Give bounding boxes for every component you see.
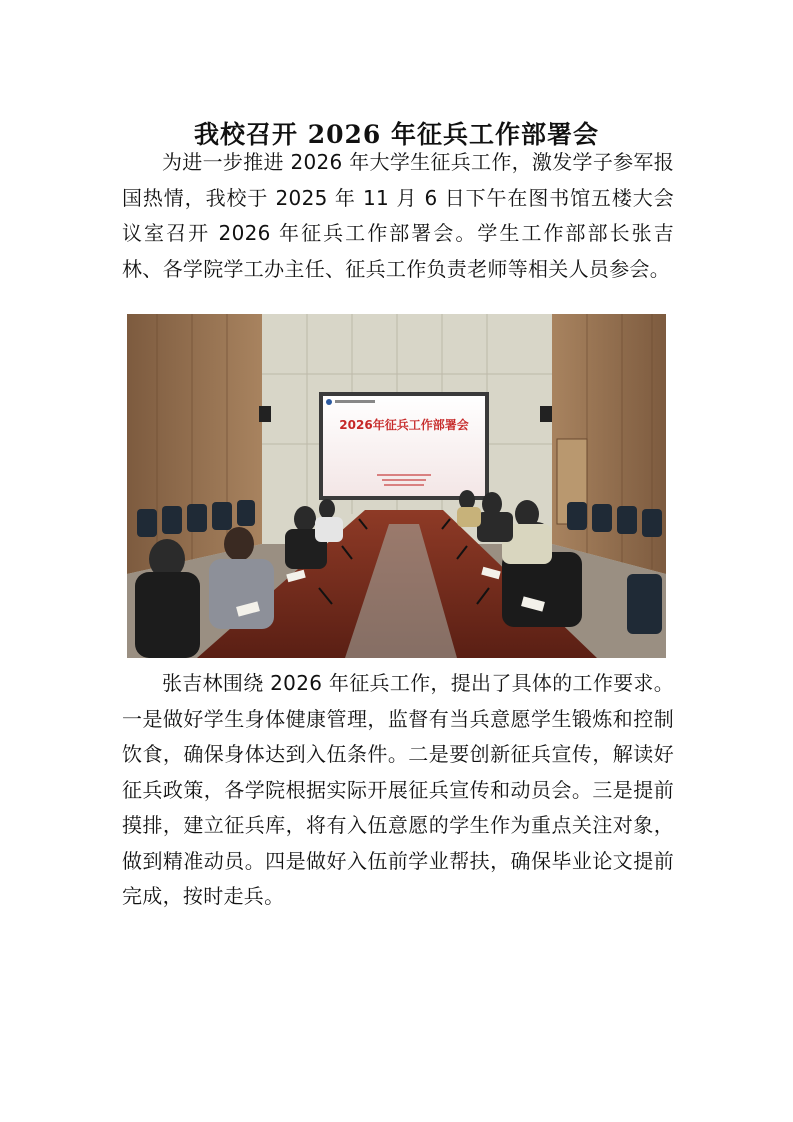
article-paragraph (122, 145, 674, 287)
article-paragraph (122, 666, 674, 915)
paragraph-text: 为进一步推进 2026 年大学生征兵工作，激发学子参军报国热情，我校于 2025 年 11 月 6 日下午在图书馆五楼大会议室召开 2026 年征兵工作部署会。学生工作部部长张吉林、各学院学工办主任、征兵工作负责老师等相关人员参会。 (122, 150, 675, 281)
screen-title: 2026年征兵工作部署会 (339, 418, 469, 432)
paragraph-text: 张吉林围绕 2026 年征兵工作，提出了具体的工作要求。一是做好学生身体健康管理，监督有当兵意愿学生锻炼和控制饮食，确保身体达到入伍条件。二是要创新征兵宣传，解读好征兵政策，各学院根据实际开展征兵宣传和动员会。三是提前摸排，建立征兵库，将有入伍意愿的学生作为重点关注对象，做到精准动员。四是做好入伍前学业帮扶，确保毕业论文提前完成，按时走兵。 (122, 671, 675, 908)
meeting-photo (127, 314, 666, 658)
page-title: 我校召开 2026 年征兵工作部署会 (194, 119, 599, 149)
